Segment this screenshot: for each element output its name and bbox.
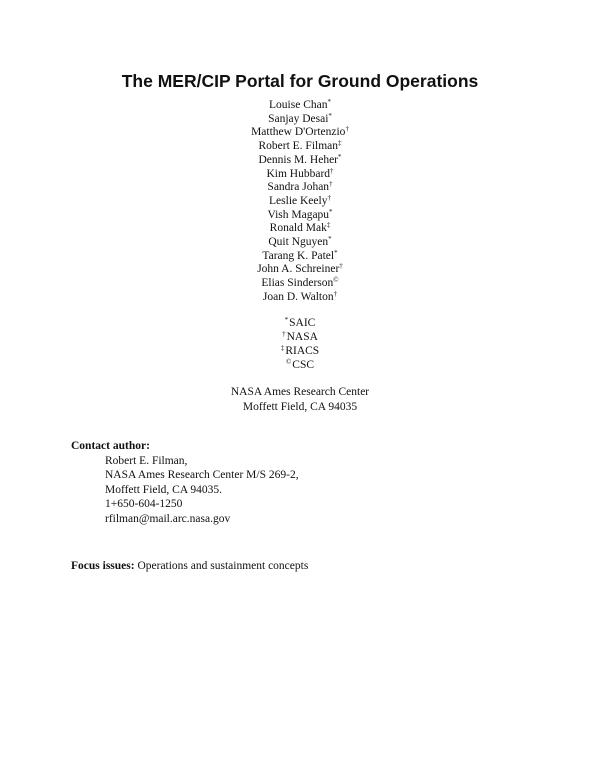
affiliation-entry [0, 358, 600, 372]
author-entry [0, 263, 600, 277]
author-entry [0, 250, 600, 264]
paper-title: The MER/CIP Portal for Ground Operations [121, 71, 479, 91]
focus-issues-block [71, 559, 308, 574]
affiliation-mark: * [328, 111, 332, 120]
author-list [0, 99, 600, 305]
affiliation-mark: ‡ [326, 221, 331, 230]
contact-author-block [71, 439, 299, 526]
institution-name: NASA Ames Research Center [230, 386, 370, 398]
author-name: Quit Nguyen [268, 236, 329, 249]
author-name: Tarang K. Patel [262, 249, 335, 262]
affiliation-mark: * [334, 248, 338, 257]
affiliation-list [0, 316, 600, 372]
contact-author-details [71, 454, 299, 527]
author-name: Kim Hubbard [266, 167, 331, 180]
affiliation-name: NASA [286, 331, 318, 343]
author-entry [0, 140, 600, 154]
author-name: Robert E. Filman [258, 140, 339, 153]
affiliation-name: CSC [292, 359, 315, 371]
author-name: Ronald Mak [269, 222, 327, 235]
affiliation-name: SAIC [289, 317, 316, 329]
institution-location: Moffett Field, CA 94035 [242, 400, 358, 413]
author-name: Dennis M. Heher [258, 153, 339, 166]
affiliation-mark: † [339, 262, 343, 271]
contact-address-line: NASA Ames Research Center M/S 269-2, [105, 469, 299, 481]
author-name: Vish Magapu [267, 208, 330, 221]
author-name: Matthew D'Ortenzio [251, 126, 346, 139]
author-name: John A. Schreiner [257, 263, 340, 276]
author-entry [0, 236, 600, 250]
author-entry [0, 113, 600, 127]
affiliation-mark: † [327, 193, 331, 202]
author-entry [0, 181, 600, 195]
author-name: Sandra Johan [267, 181, 330, 194]
contact-phone: 1+650-604-1250 [105, 498, 183, 510]
affiliation-mark: * [338, 152, 342, 161]
affiliation-entry [0, 316, 600, 330]
contact-author-label: Contact author: [71, 440, 150, 452]
author-name: Elias Sinderson [261, 277, 334, 290]
author-name: Louise Chan [269, 99, 328, 111]
author-entry [0, 195, 600, 209]
author-entry [0, 126, 600, 140]
author-entry [0, 168, 600, 182]
affiliation-mark: * [284, 316, 289, 324]
affiliation-mark: † [330, 166, 334, 175]
affiliation-mark: † [333, 289, 338, 298]
author-entry [0, 222, 600, 236]
author-entry [0, 277, 600, 291]
author-name: Sanjay Desai [268, 112, 329, 125]
affiliation-name: RIACS [285, 345, 320, 357]
affiliation-entry [0, 344, 600, 358]
author-entry [0, 154, 600, 168]
affiliation-mark: © [285, 358, 292, 366]
affiliation-mark: † [282, 330, 286, 338]
contact-name: Robert E. Filman, [105, 454, 188, 467]
affiliation-mark: † [345, 125, 349, 134]
affiliation-mark: ‡ [280, 344, 285, 352]
focus-issues-label: Focus issues: [71, 560, 135, 572]
affiliation-mark: * [329, 207, 333, 216]
author-entry [0, 291, 600, 305]
focus-issues-text: Operations and sustainment concepts [137, 560, 309, 572]
affiliation-entry [0, 330, 600, 344]
affiliation-mark: * [327, 98, 331, 106]
contact-email: rfilman@mail.arc.nasa.gov [105, 512, 231, 525]
institution-block [0, 385, 600, 414]
author-entry [0, 209, 600, 223]
author-name: Leslie Keely [269, 194, 328, 207]
affiliation-mark: † [329, 180, 333, 189]
affiliation-mark: ‡ [338, 139, 342, 148]
contact-address-line: Moffett Field, CA 94035. [105, 483, 223, 496]
affiliation-mark: © [333, 276, 339, 285]
affiliation-mark: * [328, 235, 332, 244]
author-name: Joan D. Walton [262, 290, 334, 303]
author-entry [0, 99, 600, 113]
